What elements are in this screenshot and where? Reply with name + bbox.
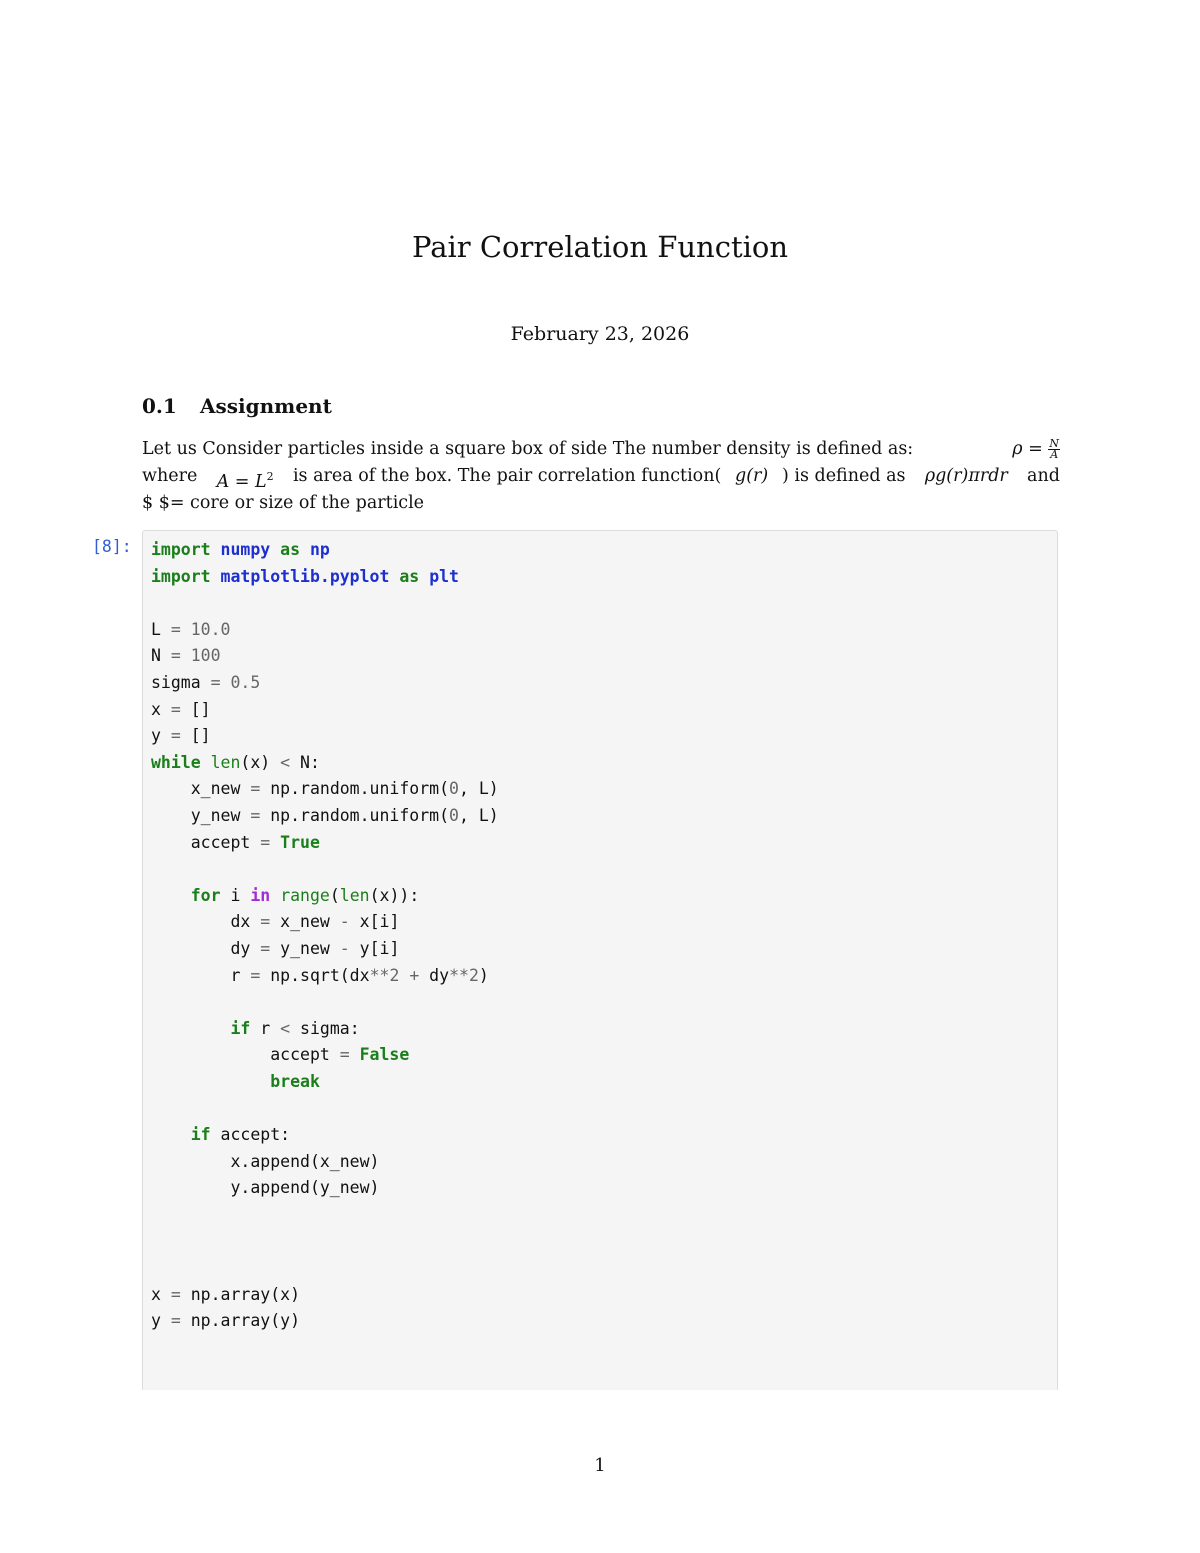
- code-block: [151, 537, 499, 1335]
- code-line: dx = x_new - x[i]: [151, 912, 400, 932]
- line2-where: where: [142, 466, 203, 486]
- fraction-denominator: A: [1050, 448, 1059, 461]
- code-line: if r < sigma:: [230, 1018, 360, 1038]
- code-line: while len(x) < N:: [151, 752, 320, 772]
- code-line: [151, 1095, 499, 1122]
- code-line: y.append(y_new): [151, 1178, 380, 1198]
- code-line: r = np.sqrt(dx**2 + dy**2): [151, 965, 489, 985]
- code-line: [151, 989, 499, 1016]
- code-line: sigma = 0.5: [151, 672, 261, 692]
- rho-symbol: ρ =: [1012, 439, 1043, 459]
- area-exponent: 2: [266, 470, 274, 483]
- code-line: accept = True: [151, 832, 320, 852]
- code-line: x = np.array(x): [151, 1284, 301, 1304]
- code-line: x.append(x_new): [151, 1151, 380, 1171]
- line2-text-b: is area of the box. The pair correlation function(: [287, 466, 722, 486]
- document-date: February 23, 2026: [510, 323, 690, 345]
- code-line: if accept:: [190, 1125, 291, 1145]
- code-line: dy = y_new - y[i]: [151, 938, 400, 958]
- code-cell[interactable]: [142, 530, 1058, 1390]
- code-line: x = []: [151, 699, 211, 719]
- code-line: import matplotlib.pyplot as plt: [151, 566, 459, 586]
- code-line: y_new = np.random.uniform(0, L): [151, 805, 499, 825]
- section-title: Assignment: [200, 394, 332, 418]
- code-line: break: [270, 1071, 320, 1091]
- paragraph-line-2: [142, 463, 1060, 490]
- code-line: y = np.array(y): [151, 1311, 301, 1331]
- pair-expression: ρg(r)πrdr: [924, 466, 1008, 486]
- fraction-numerator: N: [1049, 437, 1059, 450]
- section-number: 0.1: [142, 394, 177, 418]
- cell-execution-prompt: [8]:: [92, 537, 132, 556]
- code-line: x_new = np.random.uniform(0, L): [151, 779, 499, 799]
- code-line: [151, 1255, 499, 1282]
- paragraph-line-1: [142, 436, 1060, 463]
- assignment-paragraph: [142, 436, 1060, 517]
- density-fraction: [1048, 439, 1060, 460]
- code-line: [151, 1202, 499, 1229]
- code-line: import numpy as np: [151, 540, 330, 559]
- line2-text-c: ) is defined as: [781, 466, 912, 486]
- paragraph-line-1-text: Let us Consider particles inside a square box of side The number density is defined as:: [142, 439, 914, 459]
- line2-and: and: [1021, 466, 1060, 486]
- page-number: 1: [594, 1455, 606, 1476]
- density-formula: [1012, 436, 1060, 463]
- code-line: [151, 590, 499, 617]
- section-heading: [142, 394, 332, 418]
- area-formula-text: A = L: [216, 471, 267, 492]
- code-line: L = 10.0: [151, 619, 231, 639]
- area-formula: [217, 463, 274, 490]
- code-line: y = []: [151, 726, 211, 746]
- code-line: accept = False: [151, 1045, 410, 1065]
- code-line: for i in range(len(x)):: [190, 885, 420, 905]
- code-line: N = 100: [151, 646, 221, 666]
- paragraph-line-3: $ $= core or size of the particle: [142, 493, 425, 513]
- document-title: Pair Correlation Function: [411, 230, 789, 264]
- code-line: [151, 856, 499, 883]
- g-of-r: g(r): [735, 466, 769, 486]
- code-line: [151, 1228, 499, 1255]
